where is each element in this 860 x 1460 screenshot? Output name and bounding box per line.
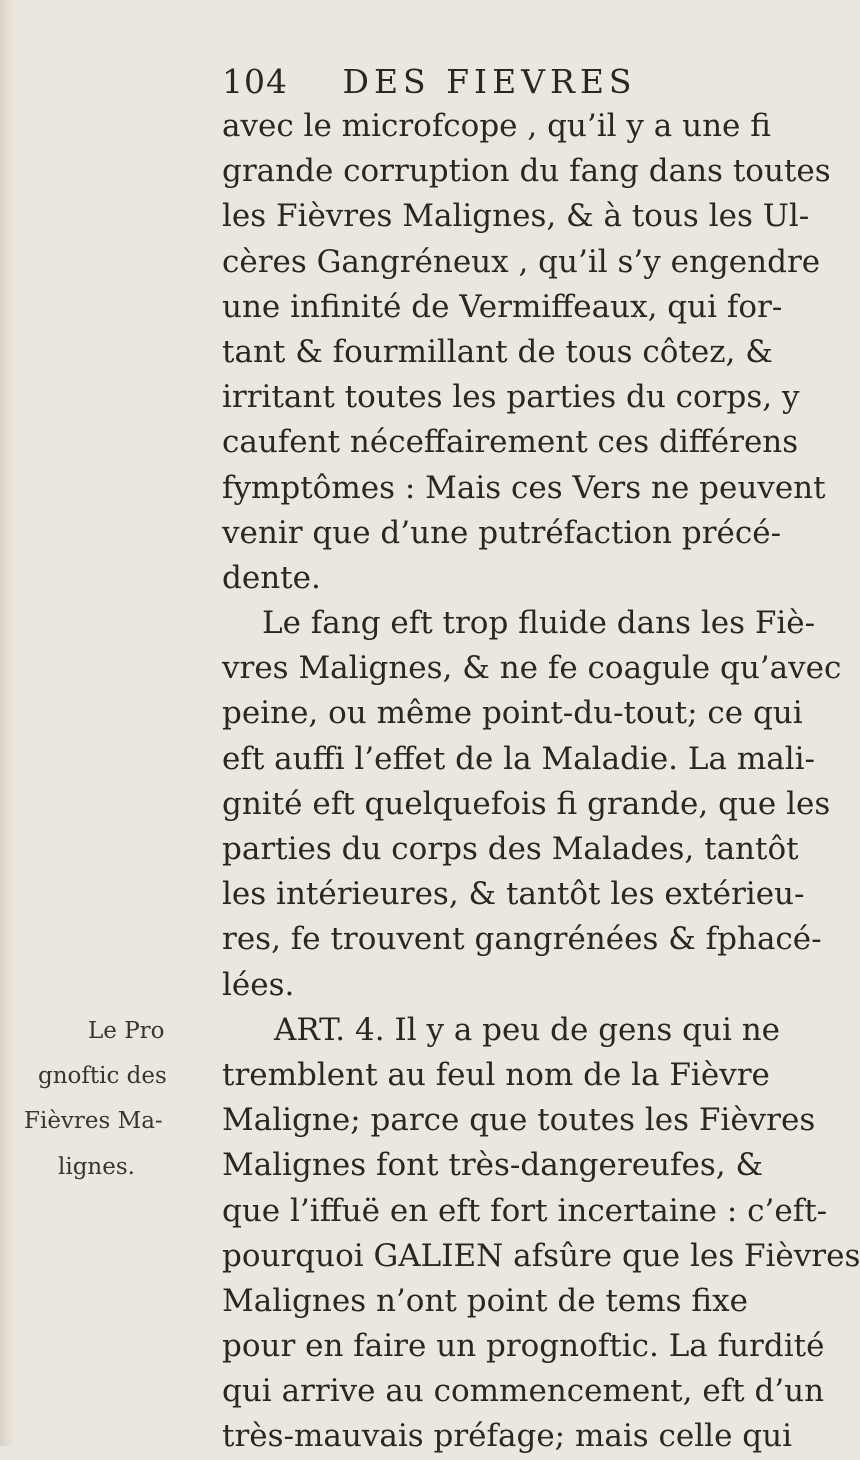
margin-note [20, 1009, 215, 1190]
text-line: fymptômes : Mais ces Vers ne peuvent [222, 469, 826, 506]
page-edge [0, 0, 14, 1446]
text-line: lées. [222, 966, 295, 1003]
text-line: tant & fourmillant de tous côtez, & [222, 333, 773, 370]
text-line: qui arrive au commencement, eft d’un [222, 1373, 825, 1410]
text-line: avec le microfcope , qu’il y a une fi [222, 108, 771, 144]
text-line: vres Malignes, & ne fe coagule qu’avec [222, 650, 842, 687]
text-line: Le fang eft trop fluide dans les Fiè- [262, 605, 816, 642]
main-text [222, 104, 860, 1460]
text-line: les Fièvres Malignes, & à tous les Ul- [222, 198, 810, 235]
text-line: caufent néceffairement ces différens [222, 424, 799, 461]
text-line: cères Gangréneux , qu’il s’y engendre [222, 243, 821, 280]
text-line: peine, ou même point-du-tout; ce qui [222, 695, 803, 732]
running-head [222, 58, 742, 106]
margin-note-line: lignes. [58, 1153, 135, 1180]
text-line: Malignes font très-dangereufes, & [222, 1147, 764, 1184]
text-line: une infinité de Vermiffeaux, qui for- [222, 288, 783, 325]
text-line: les intérieures, & tantôt les extérieu- [222, 876, 805, 913]
text-line: Malignes n’ont point de tems fixe [222, 1282, 748, 1319]
text-line: res, fe trouvent gangrénées & fphacé- [222, 921, 822, 958]
text-line: parties du corps des Malades, tantôt [222, 831, 799, 867]
text-line: que l’iffuë en eft fort incertaine : c’eft- [222, 1192, 828, 1229]
margin-note-line: Le Pro [88, 1018, 165, 1044]
text-line: eft auffi l’effet de la Maladie. La mali- [222, 740, 815, 777]
text-line: très-mauvais préfage; mais celle qui [222, 1418, 792, 1455]
text-line: pourquoi GALIEN afsûre que les Fièvres [222, 1237, 860, 1274]
margin-note-line: gnoftic des [38, 1063, 167, 1090]
text-line: grande corruption du fang dans toutes [222, 153, 831, 190]
text-line: irritant toutes les parties du corps, y [222, 379, 800, 416]
running-title: DES FIEVRES [342, 62, 637, 101]
text-line: tremblent au feul nom de la Fièvre [222, 1056, 770, 1093]
text-line: dente. [222, 559, 321, 596]
text-line: Maligne; parce que toutes les Fièvres [222, 1102, 816, 1139]
text-line: gnité eft quelquefois fi grande, que les [222, 785, 831, 822]
text-line: pour en faire un prognoftic. La furdité [222, 1328, 825, 1365]
text-line: ART. 4. Il y a peu de gens qui ne [274, 1011, 781, 1048]
text-line: venir que d’une putréfaction précé- [222, 514, 782, 551]
margin-note-line: Fièvres Ma- [24, 1108, 163, 1135]
page-number: 104 [222, 62, 288, 101]
